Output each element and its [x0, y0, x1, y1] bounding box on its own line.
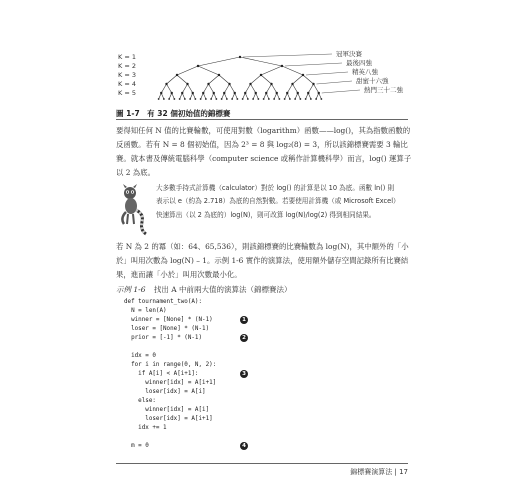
callout-marker: 3 — [240, 370, 248, 378]
tree-node — [158, 98, 160, 100]
k-label: K = 2 — [118, 62, 136, 70]
code-line: loser[idx] = A[i+1] — [124, 416, 213, 422]
tree-node — [186, 83, 188, 85]
callout-marker: 2 — [240, 334, 248, 342]
tournament-figure — [118, 45, 418, 101]
code-line: loser[idx] = A[i] — [124, 389, 206, 395]
tree-node — [171, 92, 173, 94]
tree-node — [310, 98, 312, 100]
tree-node — [281, 65, 283, 67]
tree-node — [249, 83, 251, 85]
code-line: prior = [-1] * (N-1) — [124, 335, 203, 341]
tree-node — [260, 74, 262, 76]
tree-node — [226, 98, 228, 100]
example-number: 示例 1-6 — [116, 285, 146, 294]
leader-line — [317, 81, 353, 84]
tree-node — [297, 92, 299, 94]
tree-node — [202, 92, 204, 94]
tree-node — [270, 83, 272, 85]
tree-edge — [167, 75, 178, 84]
tree-edge — [251, 75, 262, 84]
tree-node — [320, 98, 322, 100]
tree-node — [221, 98, 223, 100]
tree-node — [268, 98, 270, 100]
code-line: else: — [124, 398, 156, 404]
tree-node — [276, 92, 278, 94]
tree-node — [239, 56, 241, 58]
tree-node — [265, 92, 267, 94]
tree-edge — [230, 84, 235, 93]
tree-node — [252, 98, 254, 100]
tree-node — [318, 92, 320, 94]
tree-node — [255, 92, 257, 94]
tree-node — [197, 65, 199, 67]
tree-node — [223, 92, 225, 94]
tree-edge — [261, 75, 272, 84]
tree-edge — [282, 66, 303, 75]
tree-node — [194, 98, 196, 100]
tree-edge — [224, 84, 229, 93]
callout-marker: 4 — [240, 442, 248, 450]
tree-node — [231, 98, 233, 100]
tree-node — [312, 83, 314, 85]
tree-node — [315, 98, 317, 100]
tree-node — [160, 92, 162, 94]
tree-edge — [209, 75, 220, 84]
tree-edge — [245, 84, 250, 93]
tree-edge — [251, 84, 256, 93]
body-paragraph: 若 N 為 2 的冪（如：64、65,536），則該錦標賽的比賽輪數為 log(N)，其中額外的「小於」叫用次數為 log(N) – 1。示例 1-6 實作的演算法，使用額外儲存空間記錄所有比賽結果，進而讓「小於」叫用次數最小化。 — [116, 242, 409, 279]
tree-node — [218, 74, 220, 76]
figure-caption: 圖 1-7 有 32 個初始值的錦標賽 — [116, 109, 231, 118]
tree-edge — [261, 66, 282, 75]
tier-label: 最後四強 — [346, 59, 372, 67]
tree-node — [179, 98, 181, 100]
code-line: if A[i] < A[i+1]: — [124, 371, 199, 377]
tree-node — [307, 92, 309, 94]
tree-edge — [161, 84, 166, 93]
tree-node — [176, 74, 178, 76]
tree-edge — [266, 84, 271, 93]
tree-node — [205, 98, 207, 100]
tree-node — [242, 98, 244, 100]
tree-edge — [314, 84, 319, 93]
tree-edge — [177, 66, 198, 75]
tree-node — [273, 98, 275, 100]
tree-node — [163, 98, 165, 100]
tree-node — [286, 92, 288, 94]
tree-node — [207, 83, 209, 85]
tree-node — [244, 92, 246, 94]
tree-edge — [177, 75, 188, 84]
lemur-icon — [116, 184, 150, 236]
tree-edge — [203, 84, 208, 93]
tree-edge — [293, 84, 298, 93]
tree-edge — [198, 57, 240, 66]
caption-divider — [116, 119, 408, 120]
tree-node — [291, 83, 293, 85]
code-line: loser = [None] * (N-1) — [124, 326, 210, 332]
tree-edge — [240, 57, 282, 66]
tree-node — [299, 98, 301, 100]
code-line: for i in range(0, N, 2): — [124, 362, 217, 368]
tree-edge — [272, 84, 277, 93]
footer-divider — [116, 463, 408, 464]
tree-node — [294, 98, 296, 100]
tree-edge — [188, 84, 193, 93]
body-paragraph: 要得知任何 N 值的比賽輪數，可使用對數（logarithm）函數——log()，其為指數函數的反函數。若有 N = 8 個初始值，因為 2³ = 8 與 log₂(8) = 3，所以該錦標賽需要 3 輪比賽。就本書及傳統電腦科學（computer science 或稱作計算機科學）而言，log() 運算子以 2 為底。 — [116, 126, 412, 177]
leader-line — [322, 90, 360, 93]
tree-node — [189, 98, 191, 100]
tree-node — [184, 98, 186, 100]
tree-edge — [303, 75, 314, 84]
code-line: winner = [None] * (N-1) — [124, 317, 213, 323]
tier-label: 熱門三十二強 — [364, 86, 403, 94]
tree-node — [257, 98, 259, 100]
tree-node — [165, 83, 167, 85]
leader-line — [306, 72, 348, 75]
tree-edge — [209, 84, 214, 93]
tree-edge — [287, 84, 292, 93]
tree-edge — [182, 84, 187, 93]
tree-node — [234, 92, 236, 94]
leader-line — [243, 54, 332, 57]
tree-node — [173, 98, 175, 100]
note-text: 大多數手持式計算機（calculator）對於 log() 的計算是以 10 為底。函數 ln() 則表示以 e（約為 2.718）為底的自然對數。若要使用計算機（或 Microsoft Excel）快速算出（以 2 為底的）log(N)，則可改算 log(N)/log(2) 得到相同結果。 — [156, 184, 400, 219]
leader-line — [285, 63, 342, 66]
tree-node — [213, 92, 215, 94]
k-label: K = 1 — [118, 53, 136, 61]
code-line: idx += 1 — [124, 425, 167, 431]
tree-node — [302, 74, 304, 76]
k-label: K = 4 — [118, 80, 136, 88]
tree-edge — [293, 75, 304, 84]
tree-node — [289, 98, 291, 100]
tree-node — [305, 98, 307, 100]
tree-node — [168, 98, 170, 100]
tree-edge — [198, 66, 219, 75]
tier-label: 甜蜜十六強 — [356, 77, 389, 85]
tree-edge — [167, 84, 172, 93]
tree-node — [278, 98, 280, 100]
code-line: winner[idx] = A[i] — [124, 407, 210, 413]
k-label: K = 3 — [118, 71, 136, 79]
tree-node — [228, 83, 230, 85]
code-line: winner[idx] = A[i+1] — [124, 380, 217, 386]
tree-node — [247, 98, 249, 100]
tree-node — [210, 98, 212, 100]
tree-node — [200, 98, 202, 100]
code-line: def tournament_two(A): — [124, 299, 203, 305]
callout-marker: 1 — [240, 316, 248, 324]
tier-label: 冠軍決賽 — [336, 50, 362, 58]
page-footer: 錦標賽演算法 | 17 — [350, 468, 408, 476]
tree-node — [215, 98, 217, 100]
tree-node — [192, 92, 194, 94]
k-label: K = 5 — [118, 89, 136, 97]
tree-node — [263, 98, 265, 100]
note-box — [116, 182, 412, 238]
tier-label: 精英八強 — [352, 68, 378, 76]
code-line: m = 0 — [124, 443, 149, 449]
code-line: N = len(A) — [124, 308, 167, 314]
code-line: idx = 0 — [124, 353, 156, 359]
tree-edge — [308, 84, 313, 93]
example-title: 找出 A 中前兩大值的演算法（錦標賽法） — [153, 285, 292, 294]
tree-node — [181, 92, 183, 94]
example-caption — [116, 284, 292, 295]
tree-edge — [219, 75, 230, 84]
tree-node — [236, 98, 238, 100]
tree-node — [284, 98, 286, 100]
